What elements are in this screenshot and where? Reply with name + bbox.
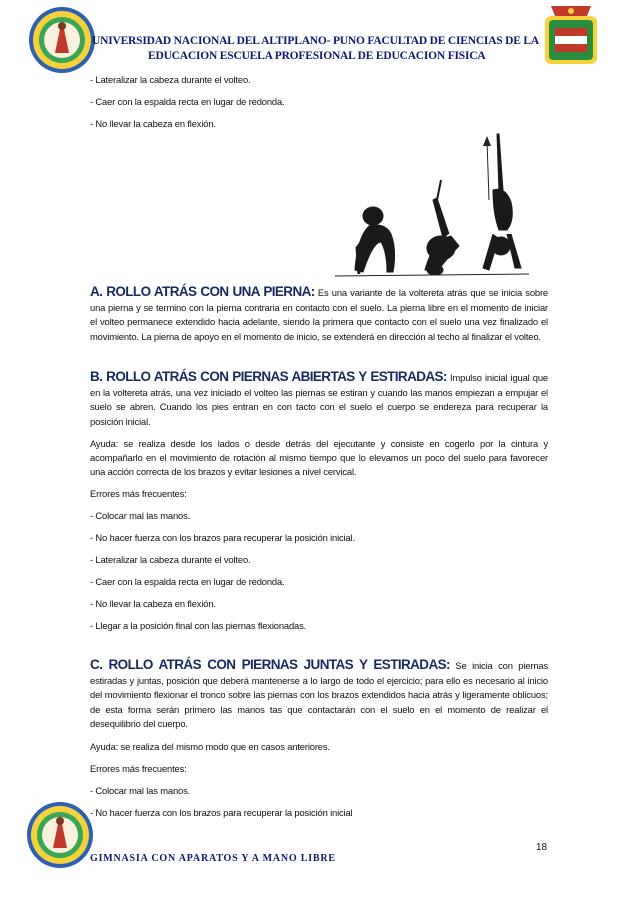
header-line-1: UNIVERSIDAD NACIONAL DEL ALTIPLANO- PUNO FACULTAD DE CIENCIAS DE LA xyxy=(92,35,539,47)
section-a-text: Es una variante de la voltereta atrás que se inicia sobre una pierna y se termino con la pierna contraria en contacto con el suelo. La pierna libre en el momento de iniciar el volteo permanece extendido hacia adelante, siendo la primera que contacto con el suelo una vez finalizado el movimiento. La pierna de apoyo en el momento de inicio, se extenderá en dirección al techo al finalizar el volteo. xyxy=(90,287,548,342)
university-seal-icon xyxy=(27,5,97,75)
university-seal-icon xyxy=(25,799,95,871)
list-item: - No llevar la cabeza en flexión. xyxy=(90,598,216,609)
section-b-errors-title: Errores más frecuentes: xyxy=(90,488,187,499)
section-c-errors-title: Errores más frecuentes: xyxy=(90,762,187,774)
list-item: - Caer con la espalda recta en lugar de redonda. xyxy=(90,576,285,587)
list-item: - Lateralizar la cabeza durante el volteo. xyxy=(90,554,251,565)
list-item: - Colocar mal las manos. xyxy=(90,510,191,521)
section-b xyxy=(90,370,548,633)
page-number: 18 xyxy=(536,842,548,853)
section-b-heading: B. ROLLO ATRÁS CON PIERNAS ABIERTAS Y ESTIRADAS: xyxy=(90,369,447,384)
footer-title: GIMNASIA CON APARATOS Y A MANO LIBRE xyxy=(90,853,336,864)
list-item: - Colocar mal las manos. xyxy=(90,784,191,796)
coat-of-arms-icon xyxy=(541,2,601,68)
section-a xyxy=(90,285,548,344)
section-c-help: Ayuda: se realiza del mismo modo que en casos anteriores. xyxy=(90,740,330,752)
list-item: - No hacer fuerza con los brazos para recuperar la posición inicial xyxy=(90,806,353,818)
list-item: - Llegar a la posición final con las piernas flexionadas. xyxy=(90,620,307,631)
list-item: - Lateralizar la cabeza durante el volteo. xyxy=(90,74,251,85)
backward-roll-figure xyxy=(333,130,531,282)
list-item: - No hacer fuerza con los brazos para recuperar la posición inicial. xyxy=(90,532,355,543)
section-c-heading: C. ROLLO ATRÁS CON PIERNAS JUNTAS Y ESTIRADAS: xyxy=(90,657,450,672)
section-b-help: Ayuda: se realiza desde los lados o desde detrás del ejecutante y consiste en cogerlo por la cintura y acompañarlo en el movimiento de rotación al mismo tiempo que lo elevamos un poco del suelo para favorecer una acción correcta de los brazos y evitar lesiones a nivel cervical. xyxy=(90,438,548,477)
section-c-text: Se inicia con piernas estiradas y juntas, posición que deberá mantenerse a lo largo de todo el ejercicio; para ello es necesario al inicio del movimiento flexionar el tronco sobre las piernas con los brazos extendidos hacia atrás y ligeramente oblicuos; de esta forma serán primero las manos tas que contactarán con el suelo en el momento de realizar el desequilibrio del cuerpo. xyxy=(90,660,548,729)
list-item: - No llevar la cabeza en flexión. xyxy=(90,118,216,129)
section-c xyxy=(90,658,548,820)
section-a-heading: A. ROLLO ATRÁS CON UNA PIERNA: xyxy=(90,284,315,299)
top-errors-list xyxy=(90,73,548,131)
header-line-2: EDUCACION ESCUELA PROFESIONAL DE EDUCACION FISICA xyxy=(148,50,486,62)
list-item: - Caer con la espalda recta en lugar de redonda. xyxy=(90,96,285,107)
section-b-text: Impulso inicial igual que en la voltereta atrás, una vez iniciado el volteo las piernas se estiran y cuando las manos empiezan a empujar el suelo se abren. Cuando los pies entran en con tacto con el suelo el cuerpo se endereza para recuperar la posición inicial. xyxy=(90,372,548,427)
